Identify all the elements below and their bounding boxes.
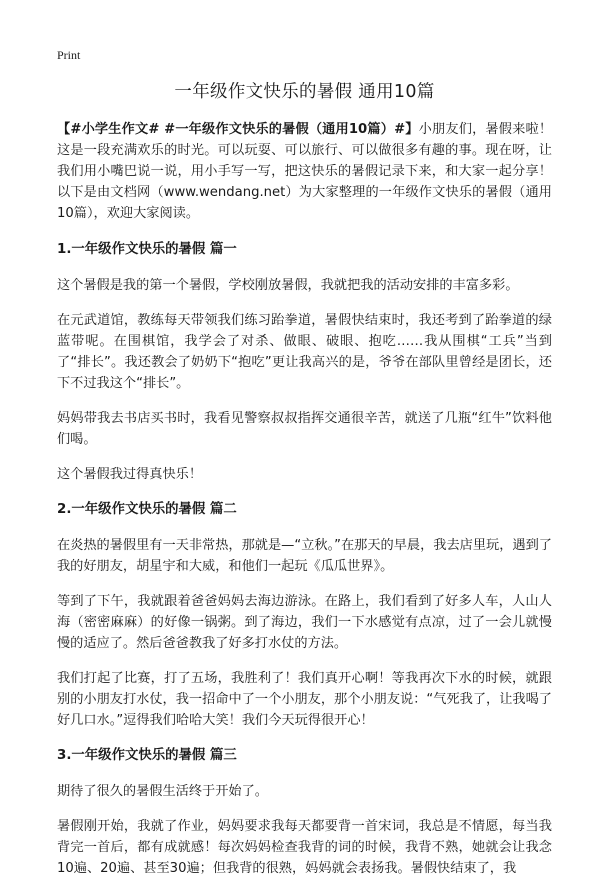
section-heading-1: 1.一年级作文快乐的暑假 篇一	[57, 242, 237, 257]
intro-tag: 【#小学生作文# #一年级作文快乐的暑假（通用10篇）#】	[57, 122, 419, 137]
intro-text: 小朋友们，暑假来啦！这是一段充满欢乐的时光。可以玩耍、可以旅行、可以做很多有趣的事。现在呀，让我们用小嘴巴说一说，用小手写一写，把这快乐的暑假记录下来，和大家一起分享！以下是由文档网（www.wendang.net）为大家整理的一年级作文快乐的暑假（通用10篇），欢迎大家阅读。	[57, 122, 553, 221]
paragraph: 在元武道馆，教练每天带领我们练习跆拳道，暑假快结束时，我还考到了跆拳道的绿蓝带呢。在围棋馆，我学会了对杀、做眼、破眼、抱吃……我从围棋“工兵”当到了“排长”。我还教会了奶奶下“抱吃”更让我高兴的是，爷爷在部队里曾经是团长，还下不过我这个“排长”。	[57, 313, 552, 391]
intro-paragraph	[57, 119, 552, 224]
paragraph: 暑假刚开始，我就了作业，妈妈要求我每天都要背一首宋词，我总是不情愿，每当我背完一首后，都有成就感！每次妈妈检查我背的词的时候，我背不熟，她就会让我念10遍、20遍、甚至30遍；但我背的很熟，妈妈就会表扬我。暑假快结束了，我	[57, 819, 552, 876]
paragraph: 等到了下午，我就跟着爸爸妈妈去海边游泳。在路上，我们看到了好多人车，人山人海（密密麻麻）的好像一锅粥。到了海边，我们一下水感觉有点凉，过了一会儿就慢慢的适应了。然后爸爸教我了好多打水仗的方法。	[57, 594, 552, 651]
print-link[interactable]: Print	[57, 48, 81, 62]
section-heading-3: 3.一年级作文快乐的暑假 篇三	[57, 748, 237, 763]
paragraph: 这个暑假是我的第一个暑假，学校刚放暑假，我就把我的活动安排的丰富多彩。	[57, 278, 519, 293]
paragraph: 期待了很久的暑假生活终于开始了。	[57, 784, 268, 799]
section-heading-2: 2.一年级作文快乐的暑假 篇二	[57, 502, 237, 517]
paragraph: 在炎热的暑假里有一天非常热，那就是—“立秋。”在那天的早晨，我去店里玩，遇到了我的好朋友，胡星宇和大威，和他们一起玩《瓜瓜世界》。	[57, 538, 552, 574]
paragraph: 妈妈带我去书店买书时，我看见警察叔叔指挥交通很辛苦，就送了几瓶“红牛”饮料他们喝。	[57, 411, 552, 447]
paragraph: 这个暑假我过得真快乐！	[57, 467, 203, 482]
paragraph: 我们打起了比赛，打了五场，我胜利了！我们真开心啊！等我再次下水的时候，就跟别的小朋友打水仗，我一招命中了一个小朋友，那个小朋友说：“气死我了，让我喝了好几口水。”逗得我们哈哈大笑！我们今天玩得很开心！	[57, 671, 552, 728]
page-title: 一年级作文快乐的暑假 通用10篇	[174, 82, 435, 102]
document-body	[57, 78, 552, 893]
